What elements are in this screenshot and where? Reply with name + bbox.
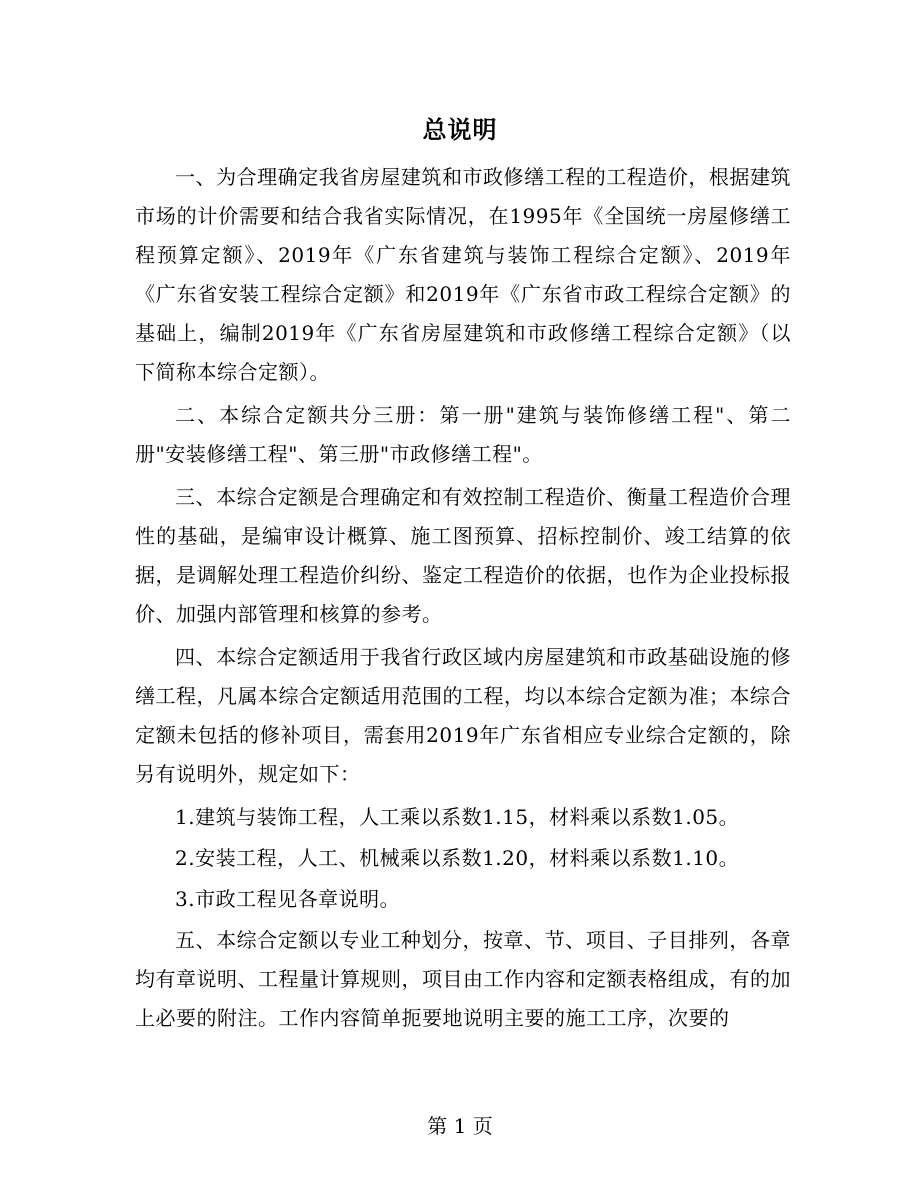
list-item-2: 2.安装工程，人工、机械乘以系数1.20，材料乘以系数1.10。 xyxy=(175,846,740,870)
paragraph-5: 五、本综合定额以专业工种划分，按章、节、项目、子目排列，各章均有章说明、工程量计算规则，项目由工作内容和定额表格组成，有的加上必要的附注。工作内容简单扼要地说明主要的施工工序，次要的 xyxy=(135,928,791,1030)
page-number: 第 1 页 xyxy=(427,1114,493,1138)
paragraph-1: 一、为合理确定我省房屋建筑和市政修缮工程的工程造价，根据建筑市场的计价需要和结合我省实际情况，在1995年《全国统一房屋修缮工程预算定额》、2019年《广东省建筑与装饰工程综合定额》、2019年《广东省安装工程综合定额》和2019年《广东省市政工程综合定额》的基础上，编制2019年《广东省房屋建筑和市政修缮工程综合定额》（以下简称本综合定额）。 xyxy=(135,165,791,384)
paragraph-3: 三、本综合定额是合理确定和有效控制工程造价、衡量工程造价合理性的基础，是编审设计概算、施工图预算、招标控制价、竣工结算的依据，是调解处理工程造价纠纷、鉴定工程造价的依据，也作为企业投标报价、加强内部管理和核算的参考。 xyxy=(135,485,791,626)
list-item-1: 1.建筑与装饰工程，人工乘以系数1.15，材料乘以系数1.05。 xyxy=(175,805,740,829)
list-item-3: 3.市政工程见各章说明。 xyxy=(175,887,401,911)
page-title: 总说明 xyxy=(422,116,498,144)
paragraph-4: 四、本综合定额适用于我省行政区域内房屋建筑和市政基础设施的修缮工程，凡属本综合定额适用范围的工程，均以本综合定额为准；本综合定额未包括的修补项目，需套用2019年广东省相应专业综合定额的，除另有说明外，规定如下： xyxy=(135,645,791,786)
paragraph-2: 二、本综合定额共分三册：第一册"建筑与装饰修缮工程"、第二册"安装修缮工程"、第三册"市政修缮工程"。 xyxy=(135,403,791,466)
document-body xyxy=(135,158,791,1042)
